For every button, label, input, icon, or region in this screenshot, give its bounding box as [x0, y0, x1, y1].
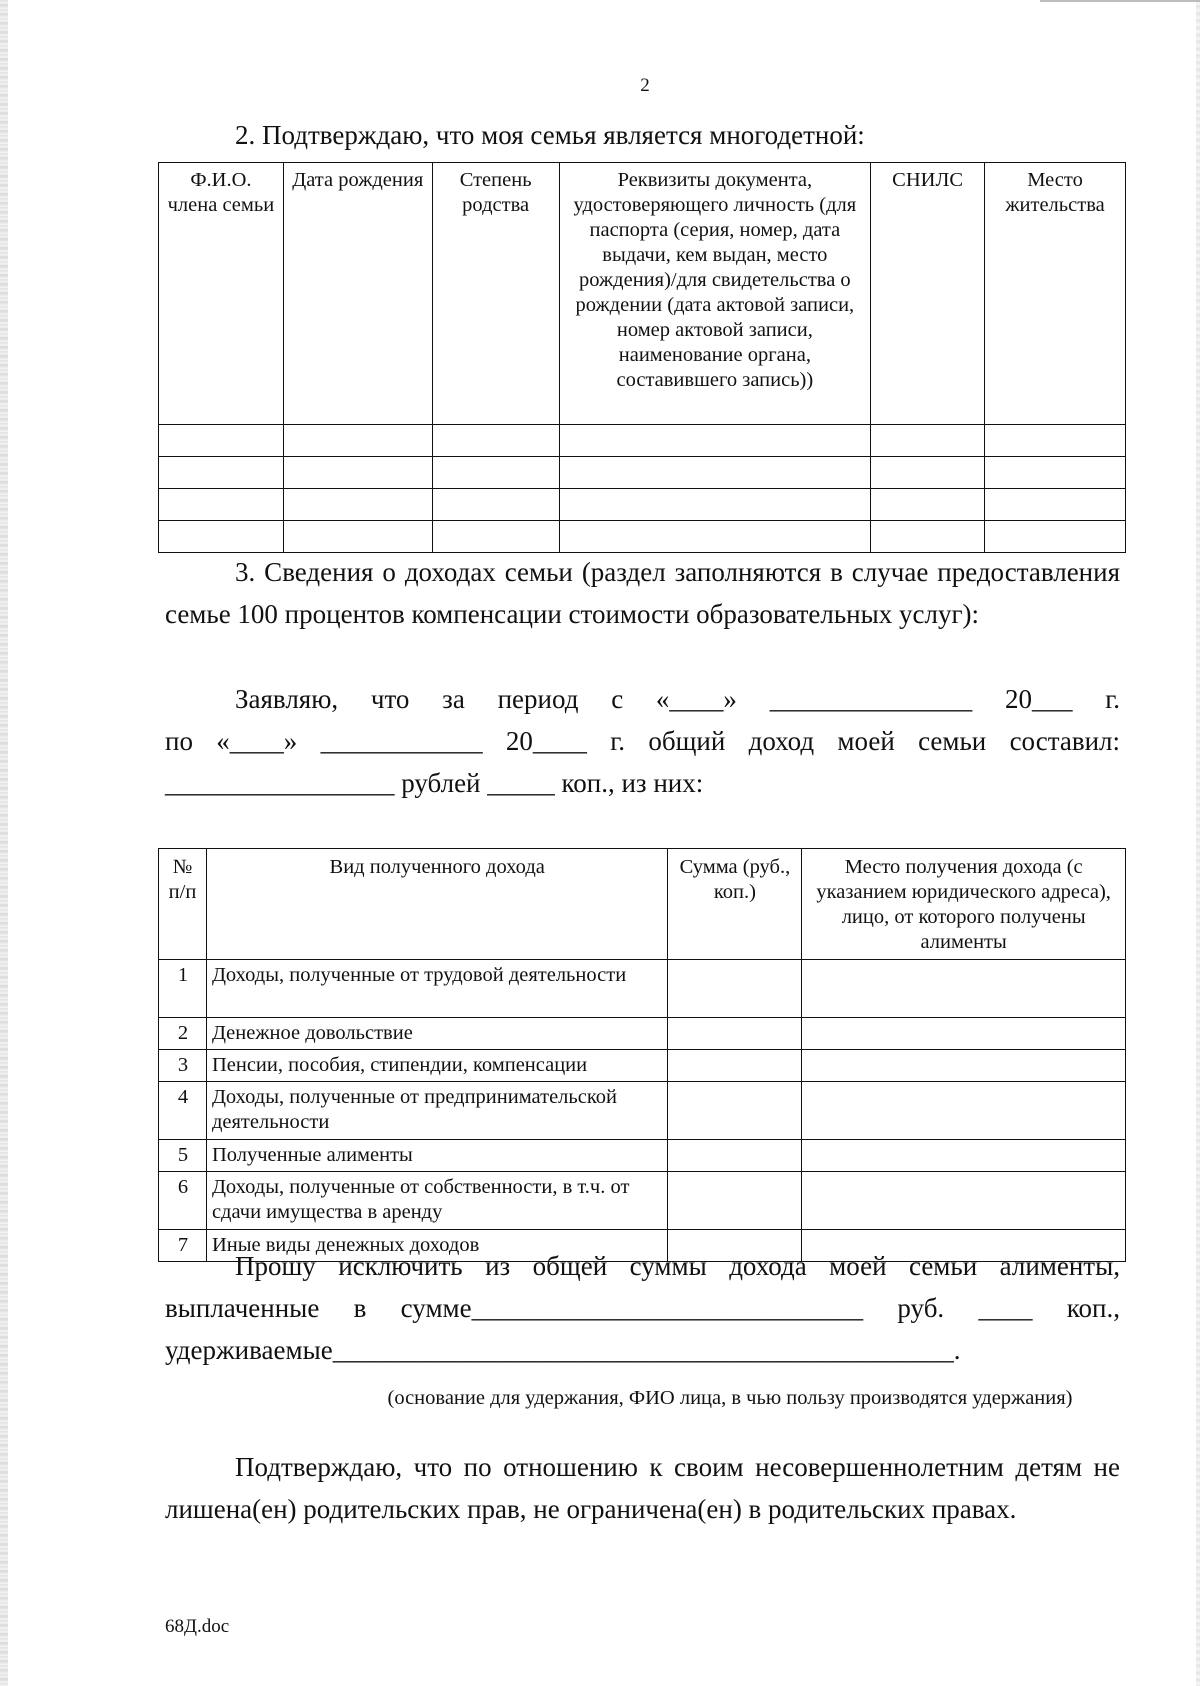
table-row — [159, 425, 1126, 457]
amount-cell[interactable] — [668, 1050, 802, 1082]
source-cell[interactable] — [802, 1172, 1126, 1230]
declaration-line-1[interactable]: Заявляю, что за период с «____» _______________ 20___ г. — [235, 684, 1120, 714]
amount-cell[interactable] — [668, 1018, 802, 1050]
income-type: Иные виды денежных доходов — [206, 1230, 668, 1262]
col-header-residence: Место жительства — [985, 163, 1126, 425]
declaration-line-3[interactable]: _________________ рублей _____ коп., из них: — [165, 768, 704, 798]
table-cell[interactable] — [159, 457, 284, 489]
table-row — [159, 457, 1126, 489]
family-members-table — [158, 162, 1126, 553]
row-number: 2 — [159, 1018, 207, 1050]
income-type: Пенсии, пособия, стипендии, компенсации — [206, 1050, 668, 1082]
table-cell[interactable] — [283, 425, 432, 457]
exclusion-line-1: Прошу исключить из общей суммы дохода моей семьи алименты, — [235, 1251, 1120, 1281]
income-type: Доходы, полученные от собственности, в т.ч. от сдачи имущества в аренду — [206, 1172, 668, 1230]
amount-cell[interactable] — [668, 960, 802, 1018]
table-cell[interactable] — [559, 457, 871, 489]
table-cell[interactable] — [159, 521, 284, 553]
table-row — [159, 1050, 1126, 1082]
source-cell[interactable] — [802, 1140, 1126, 1172]
table-row — [159, 960, 1126, 1018]
declaration-line-2[interactable]: по «____» ____________ 20____ г. общий доход моей семьи составил: — [165, 726, 1120, 756]
parental-rights-confirmation: Подтверждаю, что по отношению к своим несовершеннолетним детям не лишена(ен) родительских прав, не ограничена(ен) в родительских правах. — [165, 1452, 1120, 1524]
section2-heading: 2. Подтверждаю, что моя семья является многодетной: — [235, 120, 865, 150]
table-cell[interactable] — [871, 457, 985, 489]
col-header-id-document: Реквизиты документа, удостоверяющего личность (для паспорта (серия, номер, дата выдачи, кем выдан, место рождения)/для свидетельства о рождении (дата актовой записи, номер актовой записи, наименование органа, составившего запись)) — [559, 163, 871, 425]
table-cell[interactable] — [432, 489, 559, 521]
income-type: Полученные алименты — [206, 1140, 668, 1172]
col-header-amount: Сумма (руб., коп.) — [668, 849, 802, 960]
row-number: 5 — [159, 1140, 207, 1172]
amount-cell[interactable] — [668, 1082, 802, 1140]
scan-edge-right — [1196, 0, 1200, 1686]
table-cell[interactable] — [871, 489, 985, 521]
income-declaration — [165, 678, 1120, 804]
table-cell[interactable] — [985, 425, 1126, 457]
table-cell[interactable] — [559, 521, 871, 553]
table-cell[interactable] — [559, 489, 871, 521]
table-row — [159, 1082, 1126, 1140]
scan-edge-left — [0, 0, 8, 1686]
col-header-relationship: Степень родства — [432, 163, 559, 425]
footer-filename: 68Д.doc — [165, 1616, 230, 1637]
table-cell[interactable] — [283, 489, 432, 521]
source-cell[interactable] — [802, 1050, 1126, 1082]
table-cell[interactable] — [432, 521, 559, 553]
amount-cell[interactable] — [668, 1172, 802, 1230]
withholding-note: (основание для удержания, ФИО лица, в чью пользу производятся удержания) — [387, 1387, 1073, 1409]
table-row — [159, 1172, 1126, 1230]
source-cell[interactable] — [802, 1018, 1126, 1050]
table-cell[interactable] — [871, 425, 985, 457]
table-row — [159, 1018, 1126, 1050]
source-cell[interactable] — [802, 960, 1126, 1018]
page-number: 2 — [640, 75, 650, 96]
income-type: Доходы, полученные от трудовой деятельности — [206, 960, 668, 1018]
row-number: 6 — [159, 1172, 207, 1230]
table-row — [159, 489, 1126, 521]
table-row — [159, 521, 1126, 553]
table-row — [159, 1140, 1126, 1172]
source-cell[interactable] — [802, 1082, 1126, 1140]
row-number: 1 — [159, 960, 207, 1018]
row-number: 4 — [159, 1082, 207, 1140]
table-cell[interactable] — [559, 425, 871, 457]
col-header-snils: СНИЛС — [871, 163, 985, 425]
table-cell[interactable] — [283, 457, 432, 489]
income-type: Доходы, полученные от предпринимательской деятельности — [206, 1082, 668, 1140]
scan-top-line — [1040, 0, 1200, 2]
exclusion-line-3[interactable]: удерживаемые______________________________________________. — [165, 1335, 961, 1365]
amount-cell[interactable] — [668, 1140, 802, 1172]
col-header-income-type: Вид полученного дохода — [206, 849, 668, 960]
family-table-header-row — [159, 163, 1126, 425]
row-number: 7 — [159, 1230, 207, 1262]
table-cell[interactable] — [283, 521, 432, 553]
alimony-exclusion — [165, 1245, 1120, 1371]
table-cell[interactable] — [159, 489, 284, 521]
income-table-header-row — [159, 849, 1126, 960]
table-cell[interactable] — [432, 457, 559, 489]
table-cell[interactable] — [432, 425, 559, 457]
table-cell[interactable] — [871, 521, 985, 553]
section3-intro: 3. Сведения о доходах семьи (раздел заполняются в случае предоставления семье 100 процентов компенсации стоимости образовательных услуг): — [165, 557, 1120, 629]
income-table — [158, 848, 1126, 1262]
row-number: 3 — [159, 1050, 207, 1082]
col-header-income-source: Место получения дохода (с указанием юридического адреса), лицо, от которого получены алименты — [802, 849, 1126, 960]
table-cell[interactable] — [159, 425, 284, 457]
exclusion-line-2[interactable]: выплаченные в сумме_____________________________ руб. ____ коп., — [165, 1293, 1120, 1323]
table-cell[interactable] — [985, 521, 1126, 553]
col-header-number: № п/п — [159, 849, 207, 960]
col-header-birth-date: Дата рождения — [283, 163, 432, 425]
table-cell[interactable] — [985, 457, 1126, 489]
income-type: Денежное довольствие — [206, 1018, 668, 1050]
table-cell[interactable] — [985, 489, 1126, 521]
col-header-fio: Ф.И.О. члена семьи — [159, 163, 284, 425]
